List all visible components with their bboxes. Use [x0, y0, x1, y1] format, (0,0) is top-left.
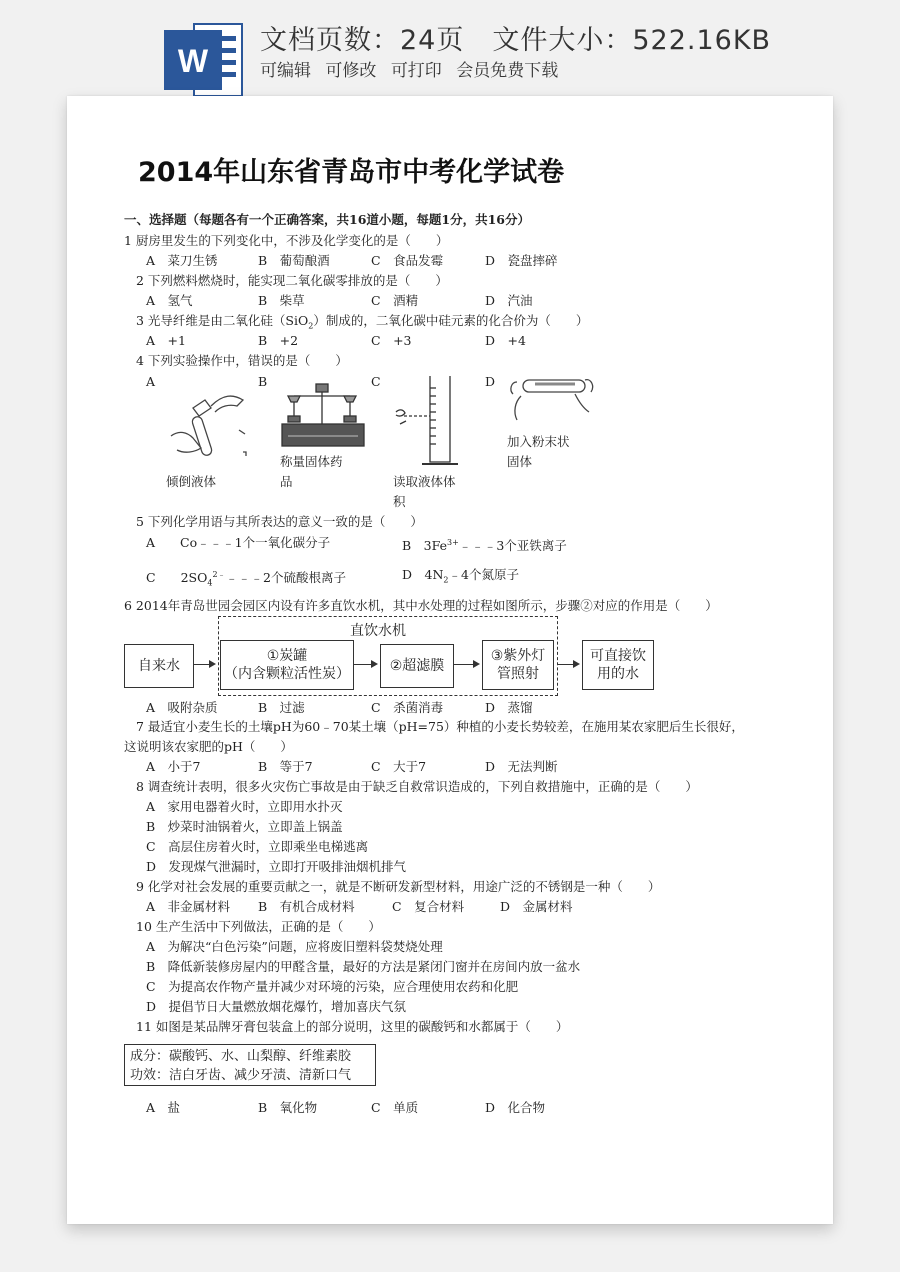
q10-option-b: B 降低新装修房屋内的甲醛含量，最好的方法是紧闭门窗并在房间内放一盆水: [146, 959, 581, 974]
question-4: 4 下列实验操作中，错误的是（ ）: [136, 353, 348, 368]
test-tube-powder-illustration: [505, 374, 595, 428]
flow-arrow: [454, 664, 478, 665]
q6-option-a: A 吸附杂质: [146, 700, 218, 715]
q4-caption-d-line2: 固体: [507, 454, 533, 469]
q9-option-a: A 非金属材料: [146, 899, 231, 914]
q7-option-c: C 大于7: [371, 759, 427, 774]
q9-option-b: B 有机合成材料: [258, 899, 355, 914]
q3-option-b: B +2: [258, 333, 299, 348]
q8-option-a: A 家用电器着火时，立即用水扑灭: [146, 799, 343, 814]
q2-option-d: D 汽油: [485, 293, 533, 308]
feature-editable: 可编辑: [260, 61, 311, 81]
q2-option-a: A 氢气: [146, 293, 193, 308]
q6-option-c: C 杀菌消毒: [371, 700, 444, 715]
pouring-liquid-illustration: [165, 378, 255, 464]
flow-ultrafiltration: ②超滤膜: [380, 644, 454, 688]
feature-modifiable: 可修改: [325, 61, 377, 81]
q4-caption-a: 倾倒液体: [166, 474, 217, 489]
page-title: 2014年山东省青岛市中考化学试卷: [138, 157, 565, 188]
q11-option-b: B 氧化物: [258, 1100, 318, 1115]
q4-caption-b-line2: 品: [280, 474, 293, 489]
q3-option-c: C +3: [371, 333, 412, 348]
flow-uv-lamp: ③紫外灯 管照射: [482, 640, 554, 690]
q11-option-c: C 单质: [371, 1100, 419, 1115]
q1-option-b: B 葡萄酿酒: [258, 253, 330, 268]
section-heading: 一、选择题（每题各有一个正确答案，共16道小题，每题1分，共16分）: [124, 212, 530, 227]
q4-caption-d-line1: 加入粉末状: [507, 434, 570, 449]
q6-option-d: D 蒸馏: [485, 700, 533, 715]
toothpaste-label-box: [124, 1044, 376, 1086]
q2-option-b: B 柴草: [258, 293, 305, 308]
effect-line: 功效：洁白牙齿、减少牙渍、清新口气: [130, 1068, 352, 1083]
flow-arrow: [194, 664, 214, 665]
q2-option-c: C 酒精: [371, 293, 419, 308]
file-size: 文件大小：522.16KB: [492, 25, 772, 56]
q4-caption-c-line1: 读取液体体: [393, 474, 456, 489]
feature-printable: 可打印: [390, 61, 442, 81]
q10-option-d: D 提倡节日大量燃放烟花爆竹，增加喜庆气氛: [146, 999, 407, 1014]
question-3: 3 光导纤维是由二氧化硅（SiO$_2$）制成的，二氧化碳中硅元素的化合价为（ ）: [136, 313, 589, 331]
q4-caption-c-line2: 积: [393, 494, 406, 509]
q3-option-a: A +1: [146, 333, 186, 348]
q6-option-b: B 过滤: [258, 700, 305, 715]
page-count: 文档页数：24页: [260, 25, 465, 56]
q9-option-c: C 复合材料: [392, 899, 465, 914]
q7-option-a: A 小于7: [146, 759, 201, 774]
flow-arrow: [354, 664, 376, 665]
question-1: 1 厨房里发生的下列变化中，不涉及化学变化的是（ ）: [124, 233, 449, 248]
q11-option-d: D 化合物: [485, 1100, 546, 1115]
q8-option-c: C 高层住房着火时，立即乘坐电梯逃离: [146, 839, 369, 854]
q4-label-d: D: [485, 374, 496, 389]
question-9: 9 化学对社会发展的重要贡献之一，就是不断研发新型材料，用途广泛的不锈钢是一种（ ）: [136, 879, 661, 894]
q8-option-d: D 发现煤气泄漏时，立即打开吸排油烟机排气: [146, 859, 407, 874]
q3-option-d: D +4: [485, 333, 526, 348]
q10-option-a: A 为解决“白色污染”问题，应将废旧塑料袋焚烧处理: [146, 939, 443, 954]
word-document-icon: [164, 22, 244, 98]
q4-label-a: A: [146, 374, 156, 389]
feature-list: [260, 56, 567, 81]
q8-option-b: B 炒菜时油锅着火，立即盖上锅盖: [146, 819, 343, 834]
flow-drinkable-water: 可直接饮 用的水: [582, 640, 654, 690]
file-info: [260, 18, 771, 57]
q4-caption-b-line1: 称量固体药: [280, 454, 343, 469]
flow-tap-water: 自来水: [124, 644, 194, 688]
balance-scale-illustration: [278, 378, 366, 450]
question-7-line2: 这说明该农家肥的pH（ ）: [124, 739, 293, 754]
question-8: 8 调查统计表明，很多火灾伤亡事故是由于缺乏自救常识造成的，下列自救措施中，正确的是（ ）: [136, 779, 698, 794]
flow-arrow: [558, 664, 578, 665]
ingredient-line: 成分：碳酸钙、水、山梨醇、纤维素胶: [130, 1049, 352, 1064]
q4-label-c: C: [371, 374, 381, 389]
q9-option-d: D 金属材料: [500, 899, 573, 914]
q4-label-b: B: [258, 374, 268, 389]
download-banner: [0, 0, 900, 100]
question-5: 5 下列化学用语与其所表达的意义一致的是（ ）: [136, 514, 423, 529]
question-6: 6 2014年青岛世园会园区内设有许多直饮水机，其中水处理的过程如图所示，步骤②对应的作用是（ ）: [124, 598, 718, 613]
flow-carbon-tank: ①炭罐 （内含颗粒活性炭）: [220, 640, 354, 690]
svg-text:W: W: [177, 43, 209, 79]
feature-member-download: 会员免费下载: [456, 61, 559, 81]
graduated-cylinder-illustration: [392, 372, 462, 468]
flow-title: 直饮水机: [350, 623, 406, 639]
q7-option-b: B 等于7: [258, 759, 313, 774]
q11-option-a: A 盐: [146, 1100, 181, 1115]
q5-option-d: D $4N_2﹣4$个氮原子: [402, 567, 519, 585]
question-10: 10 生产生活中下列做法，正确的是（ ）: [136, 919, 381, 934]
question-2: 2 下列燃料燃烧时，能实现二氧化碳零排放的是（ ）: [136, 273, 448, 288]
q7-option-d: D 无法判断: [485, 759, 558, 774]
q5-option-a: A Co﹣﹣﹣1个一氧化碳分子: [146, 535, 331, 550]
question-11: 11 如图是某品牌牙膏包装盒上的部分说明，这里的碳酸钙和水都属于（ ）: [136, 1019, 569, 1034]
q1-option-d: D 瓷盘摔碎: [485, 253, 558, 268]
q5-option-c: C $2SO_4^{2﹣}﹣﹣﹣2$个硫酸根离子: [146, 570, 346, 588]
q10-option-c: C 为提高农作物产量并减少对环境的污染，应合理使用农药和化肥: [146, 979, 519, 994]
q5-option-b: B $3Fe^{3+}﹣﹣﹣3$个亚铁离子: [402, 538, 567, 554]
q1-option-a: A 菜刀生锈: [146, 253, 218, 268]
q1-option-c: C 食品发霉: [371, 253, 444, 268]
question-7-line1: 7 最适宜小麦生长的土壤pH为60﹣70某土壤（pH=75）种植的小麦长势较差，在施用某农家肥后生长很好，: [136, 719, 744, 734]
